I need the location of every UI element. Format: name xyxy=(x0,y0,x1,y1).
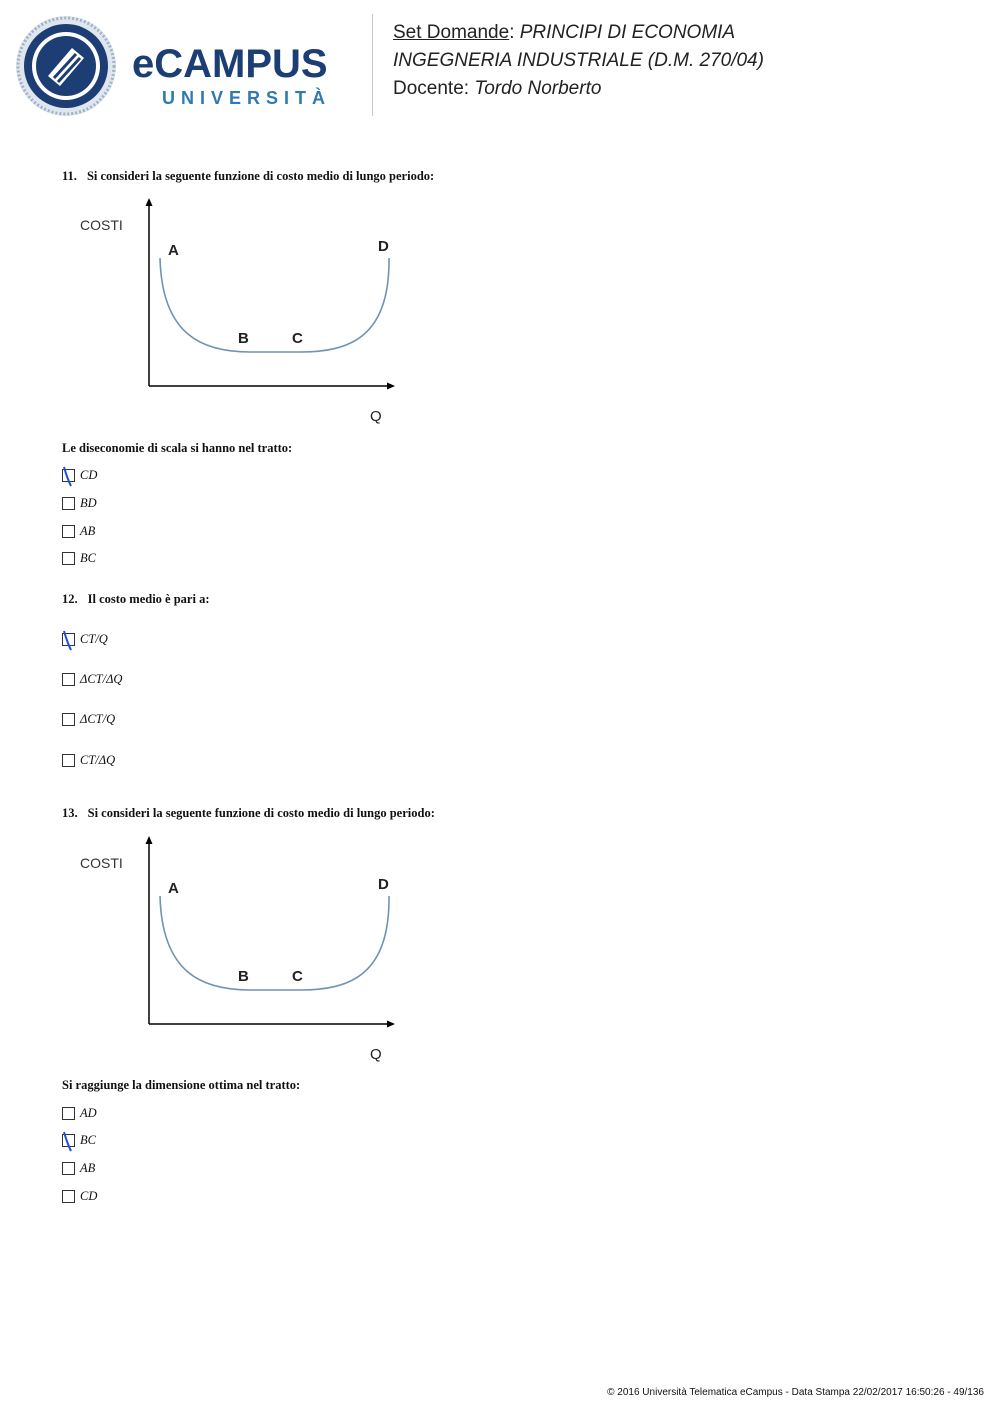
question-12-option[interactable]: CT/Q xyxy=(62,630,108,648)
point-a-label: A xyxy=(168,880,179,897)
point-d-label: D xyxy=(378,876,389,893)
ecampus-seal-logo xyxy=(14,14,118,118)
y-axis-label: COSTI xyxy=(80,217,123,233)
question-11-option[interactable]: AB xyxy=(62,522,95,540)
checkbox[interactable] xyxy=(62,673,75,686)
x-axis-label: Q xyxy=(370,1046,382,1063)
question-13-option[interactable]: AD xyxy=(62,1104,97,1122)
header-set-line: Set Domande: PRINCIPI DI ECONOMIA xyxy=(393,22,736,43)
question-12-option[interactable]: ΔCT/ΔQ xyxy=(62,670,122,688)
point-c-label: C xyxy=(292,968,303,985)
question-12-option[interactable]: ΔCT/Q xyxy=(62,710,115,728)
check-mark-icon xyxy=(61,466,77,488)
course-subtitle: INGEGNERIA INDUSTRIALE (D.M. 270/04) xyxy=(393,50,764,71)
header-teacher-line xyxy=(393,76,601,102)
question-11-option[interactable]: BD xyxy=(62,494,97,512)
question-11-option[interactable]: BC xyxy=(62,549,96,567)
checkbox[interactable] xyxy=(62,469,75,482)
question-13-text: 13. Si consideri la seguente funzione di costo medio di lungo periodo: xyxy=(62,806,435,820)
question-11-option[interactable]: CD xyxy=(62,466,97,484)
point-a-label: A xyxy=(168,242,179,259)
question-13-prompt: Si raggiunge la dimensione ottima nel tratto: xyxy=(62,1078,301,1092)
x-axis-label: Q xyxy=(370,408,382,425)
header-divider xyxy=(372,14,373,116)
question-12-text: 12. Il costo medio è pari a: xyxy=(62,592,210,606)
question-13-option[interactable]: BC xyxy=(62,1131,96,1149)
question-13-option[interactable]: AB xyxy=(62,1159,95,1177)
checkbox[interactable] xyxy=(62,1134,75,1147)
checkbox[interactable] xyxy=(62,1162,75,1175)
teacher-name: Tordo Norberto xyxy=(474,78,602,99)
question-13-cost-graph xyxy=(72,833,389,1071)
universita-subtitle: UNIVERSITÀ xyxy=(162,88,332,108)
set-label: Set Domande xyxy=(393,22,510,43)
y-axis-label: COSTI xyxy=(80,855,123,871)
checkbox[interactable] xyxy=(62,1107,75,1120)
question-11-cost-graph xyxy=(72,195,389,433)
question-13-option[interactable]: CD xyxy=(62,1187,97,1205)
checkbox[interactable] xyxy=(62,633,75,646)
point-c-label: C xyxy=(292,330,303,347)
question-11-prompt: Le diseconomie di scala si hanno nel tratto: xyxy=(62,441,293,455)
checkbox[interactable] xyxy=(62,713,75,726)
question-12-option[interactable]: CT/ΔQ xyxy=(62,751,115,769)
checkbox[interactable] xyxy=(62,525,75,538)
point-b-label: B xyxy=(238,968,249,985)
checkbox[interactable] xyxy=(62,754,75,767)
course-title: PRINCIPI DI ECONOMIA xyxy=(519,22,736,43)
question-11-text: 11. Si consideri la seguente funzione di costo medio di lungo periodo: xyxy=(62,169,435,183)
check-mark-icon xyxy=(61,1131,77,1153)
point-b-label: B xyxy=(238,330,249,347)
page-footer: © 2016 Università Telematica eCampus - Data Stampa 22/02/2017 16:50:26 - 49/136 xyxy=(607,1387,984,1398)
checkbox[interactable] xyxy=(62,1190,75,1203)
checkbox[interactable] xyxy=(62,497,75,510)
check-mark-icon xyxy=(61,630,77,652)
teacher-label: Docente: xyxy=(393,78,470,99)
ecampus-wordmark: eCAMPUS xyxy=(132,42,328,86)
checkbox[interactable] xyxy=(62,552,75,565)
point-d-label: D xyxy=(378,238,389,255)
